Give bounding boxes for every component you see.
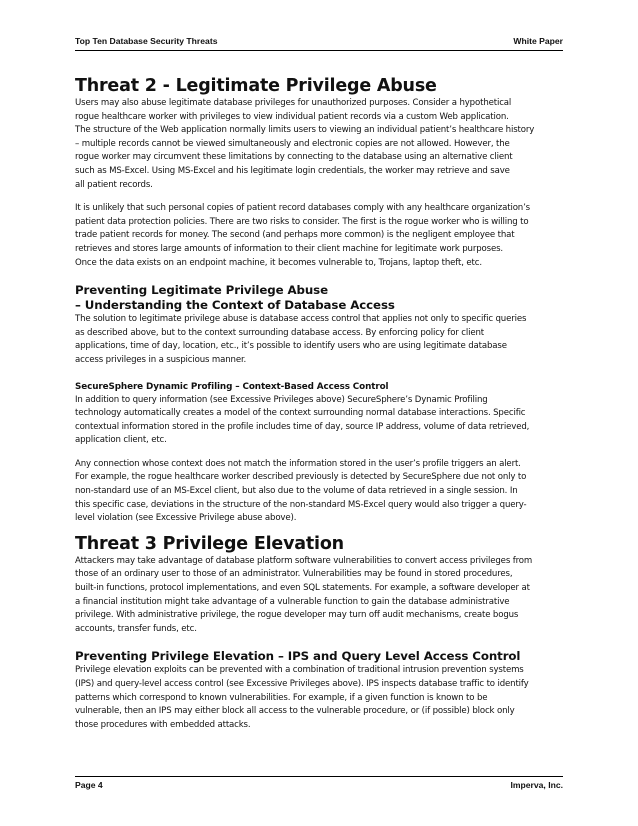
- text-line: Once the data exists on an endpoint machine, it becomes vulnerable to, Trojans, laptop theft, etc.: [75, 257, 482, 268]
- header-document-type: White Paper: [513, 36, 563, 46]
- profiling-paragraph-2: [75, 458, 565, 526]
- text-line: built-in functions, protocol implementations, and even SQL statements. For example, a software developer at: [75, 583, 530, 594]
- main-content: [75, 75, 565, 732]
- text-line: contextual information stored in the profile includes time of day, source IP address, volume of data retrieved,: [75, 421, 530, 432]
- prevent-elevation-paragraph: [75, 664, 565, 732]
- text-line: The solution to legitimate privilege abuse is database access control that applies not only to specific queries: [75, 314, 527, 325]
- text-line: those procedures with embedded attacks.: [75, 719, 251, 730]
- text-line: Any connection whose context does not match the information stored in the user’s profile triggers an alert.: [75, 458, 521, 469]
- text-line: rogue healthcare worker with privileges to view individual patient records via a custom Web application.: [75, 111, 509, 122]
- text-line: retrieves and stores large amounts of information to their client machine for legitimate work purposes.: [75, 243, 504, 254]
- header-document-title: Top Ten Database Security Threats: [75, 36, 218, 46]
- header-rule: [75, 50, 563, 51]
- footer-company: Imperva, Inc.: [510, 780, 563, 790]
- text-line: rogue worker may circumvent these limitations by connecting to the database using an alternative client: [75, 152, 513, 163]
- text-line: – multiple records cannot be viewed simultaneously and electronic copies are not allowed. However, the: [75, 138, 510, 149]
- text-line: non-standard use of an MS-Excel client, but also due to the volume of data retrieved in a single session. In: [75, 486, 518, 497]
- text-line: Users may also abuse legitimate database privileges for unauthorized purposes. Consider a hypothetical: [75, 98, 512, 108]
- text-line: patient data protection policies. There are two risks to consider. The first is the rogue worker who is willing to: [75, 216, 529, 227]
- text-line: application client, etc.: [75, 435, 167, 446]
- threat2-paragraph-2: [75, 202, 565, 270]
- footer-rule: [75, 776, 563, 777]
- text-line: privilege. With administrative privilege, the rogue developer may turn off audit mechanisms, create bogus: [75, 610, 519, 621]
- text-line: In addition to query information (see Excessive Privileges above) SecureSphere’s Dynamic Profiling: [75, 394, 488, 405]
- text-line: those of an ordinary user to those of an administrator. Vulnerabilities may be found in stored procedures,: [75, 569, 513, 580]
- text-line: such as MS-Excel. Using MS-Excel and his legitimate login credentials, the worker may retrieve and save: [75, 165, 510, 176]
- page-footer: [75, 780, 563, 790]
- prevent-elevation-heading: Preventing Privilege Elevation – IPS and Query Level Access Control: [75, 649, 521, 664]
- profiling-paragraph-1: [75, 394, 565, 448]
- text-line: all patient records.: [75, 179, 153, 190]
- text-line: (IPS) and query-level access control (see Excessive Privileges above). IPS inspects database traffic to identify: [75, 679, 529, 689]
- text-line: accounts, transfer funds, etc.: [75, 623, 197, 634]
- text-line: access privileges in a suspicious manner.: [75, 354, 247, 365]
- threat3-heading: Threat 3 Privilege Elevation: [75, 533, 344, 554]
- threat2-heading: Threat 2 - Legitimate Privilege Abuse: [75, 76, 437, 96]
- text-line: Privilege elevation exploits can be prevented with a combination of traditional intrusion prevention systems: [75, 665, 524, 676]
- text-line: It is unlikely that such personal copies of patient record databases comply with any healthcare organization’s: [75, 203, 531, 214]
- text-line: Attackers may take advantage of database platform software vulnerabilities to convert access privileges from: [75, 555, 533, 566]
- profiling-subheading: SecureSphere Dynamic Profiling – Context-Based Access Control: [75, 381, 389, 392]
- text-line: level violation (see Excessive Privilege abuse above).: [75, 513, 297, 524]
- footer-page-number: Page 4: [75, 780, 103, 790]
- text-line: patterns which correspond to known vulnerabilities. For example, if a given function is known to be: [75, 692, 488, 703]
- text-line: technology automatically creates a model of the context surrounding normal database interactions. Specific: [75, 408, 526, 419]
- text-line: this specific case, deviations in the structure of the non-standard MS-Excel query would also trigger a query-: [75, 499, 527, 510]
- text-line: The structure of the Web application normally limits users to viewing an individual patient’s healthcare history: [75, 125, 535, 136]
- threat3-paragraph: [75, 555, 565, 637]
- page-header: [75, 36, 563, 46]
- text-line: trade patient records for money. The second (and perhaps more common) is the negligent employee that: [75, 230, 515, 241]
- threat2-paragraph-1: [75, 97, 565, 192]
- prevent-abuse-heading-line-2: – Understanding the Context of Database Access: [75, 298, 395, 313]
- text-line: applications, time of day, location, etc., it’s possible to identify users who are using legitimate database: [75, 341, 507, 352]
- prevent-abuse-heading-line-1: Preventing Legitimate Privilege Abuse: [75, 283, 329, 298]
- text-line: For example, the rogue healthcare worker described previously is detected by SecureSphere due not only to: [75, 472, 527, 483]
- text-line: as described above, but to the context surrounding database access. By enforcing policy for client: [75, 327, 484, 338]
- text-line: vulnerable, then an IPS may either block all access to the vulnerable procedure, or (if possible) block only: [75, 706, 515, 717]
- prevent-abuse-paragraph: [75, 313, 565, 367]
- text-line: a financial institution might take advantage of a vulnerable function to gain the database administrative: [75, 596, 510, 607]
